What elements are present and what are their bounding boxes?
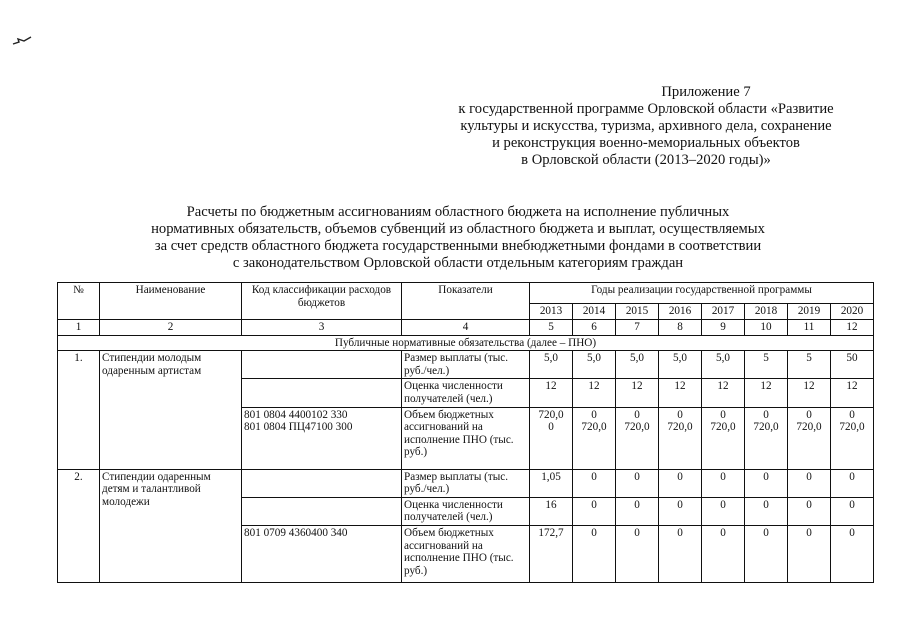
year-value: 12	[530, 379, 573, 407]
appendix-line: к государственной программе Орловской области «Развитие	[458, 101, 834, 117]
year-value: 0	[616, 497, 659, 525]
year-value: 5,0	[530, 351, 573, 379]
budget-code	[242, 497, 402, 525]
header-indicators: Показатели	[402, 283, 530, 320]
budget-code: 801 0709 4360400 340	[242, 525, 402, 582]
year-value: 1,05	[530, 469, 573, 497]
indicator-label: Размер выплаты (тыс. руб./чел.)	[402, 469, 530, 497]
pen-mark-icon	[12, 36, 32, 46]
item-number: 1.	[58, 351, 100, 469]
year-value: 12	[788, 379, 831, 407]
column-number: 5	[530, 320, 573, 336]
header-year: 2015	[616, 304, 659, 320]
year-value: 0	[659, 469, 702, 497]
header-years-group: Годы реализации государственной программы	[530, 283, 874, 304]
appendix-title: Приложение 7	[661, 84, 751, 100]
year-value: 0	[745, 469, 788, 497]
year-value: 16	[530, 497, 573, 525]
indicator-label: Размер выплаты (тыс. руб./чел.)	[402, 351, 530, 379]
year-value: 0	[831, 525, 874, 582]
year-value: 0	[831, 469, 874, 497]
year-value: 0 720,0	[616, 407, 659, 469]
header-name: Наименование	[100, 283, 242, 320]
budget-code	[242, 351, 402, 379]
year-value: 12	[831, 379, 874, 407]
budget-table	[57, 282, 874, 583]
header-code: Код классификации расходов бюджетов	[242, 283, 402, 320]
item-name: Стипендии одаренным детям и талантливой молодежи	[100, 469, 242, 582]
budget-code	[242, 469, 402, 497]
item-name: Стипендии молодым одаренным артистам	[100, 351, 242, 469]
year-value: 0	[788, 497, 831, 525]
budget-code	[242, 379, 402, 407]
year-value: 5	[788, 351, 831, 379]
year-value: 0	[745, 497, 788, 525]
indicator-label: Оценка численности получателей (чел.)	[402, 497, 530, 525]
year-value: 5,0	[573, 351, 616, 379]
header-year: 2020	[831, 304, 874, 320]
year-value: 5,0	[702, 351, 745, 379]
column-number: 1	[58, 320, 100, 336]
column-number: 6	[573, 320, 616, 336]
year-value: 0	[702, 497, 745, 525]
header-year: 2013	[530, 304, 573, 320]
year-value: 0	[616, 469, 659, 497]
indicator-label: Объем бюджетных ассигнований на исполнение ПНО (тыс. руб.)	[402, 407, 530, 469]
column-number: 3	[242, 320, 402, 336]
column-number: 12	[831, 320, 874, 336]
column-number: 10	[745, 320, 788, 336]
year-value: 0	[616, 525, 659, 582]
header-year: 2017	[702, 304, 745, 320]
header-num: №	[58, 283, 100, 320]
year-value: 172,7	[530, 525, 573, 582]
column-number: 2	[100, 320, 242, 336]
year-value: 0 720,0	[788, 407, 831, 469]
column-number: 4	[402, 320, 530, 336]
year-value: 0	[831, 497, 874, 525]
year-value: 0	[573, 525, 616, 582]
heading-line: Расчеты по бюджетным ассигнованиям областного бюджета на исполнение публичных	[186, 204, 730, 220]
budget-code: 801 0804 4400102 330 801 0804 ПЦ47100 300	[242, 407, 402, 469]
year-value: 5	[745, 351, 788, 379]
year-value: 0 720,0	[745, 407, 788, 469]
header-year: 2016	[659, 304, 702, 320]
heading-line: с законодательством Орловской области отдельным категориям граждан	[232, 255, 684, 271]
appendix-line: и реконструкция военно-мемориальных объектов	[492, 135, 800, 151]
indicator-label: Объем бюджетных ассигнований на исполнение ПНО (тыс. руб.)	[402, 525, 530, 582]
appendix-line: культуры и искусства, туризма, архивного дела, сохранение	[460, 118, 832, 134]
document-heading	[90, 204, 826, 272]
year-value: 50	[831, 351, 874, 379]
year-value: 12	[616, 379, 659, 407]
year-value: 12	[659, 379, 702, 407]
year-value: 0	[573, 469, 616, 497]
appendix-line: в Орловской области (2013–2020 годы)»	[521, 152, 771, 168]
column-number: 8	[659, 320, 702, 336]
section-title: Публичные нормативные обязательства (далее – ПНО)	[58, 335, 874, 351]
year-value: 0	[702, 525, 745, 582]
year-value: 0 720,0	[702, 407, 745, 469]
year-value: 12	[573, 379, 616, 407]
year-value: 0	[659, 497, 702, 525]
year-value: 0	[659, 525, 702, 582]
year-value: 0 720,0	[831, 407, 874, 469]
column-number: 7	[616, 320, 659, 336]
year-value: 5,0	[659, 351, 702, 379]
heading-line: нормативных обязательств, объемов субвенций из областного бюджета и выплат, осуществляемых	[151, 221, 765, 237]
item-number: 2.	[58, 469, 100, 582]
year-value: 0	[788, 469, 831, 497]
appendix-block	[440, 84, 852, 169]
year-value: 5,0	[616, 351, 659, 379]
year-value: 0 720,0	[573, 407, 616, 469]
year-value: 0 720,0	[659, 407, 702, 469]
year-value: 12	[745, 379, 788, 407]
header-year: 2018	[745, 304, 788, 320]
header-year: 2019	[788, 304, 831, 320]
year-value: 0	[573, 497, 616, 525]
heading-line: за счет средств областного бюджета государственными внебюджетными фондами в соответствии	[154, 238, 762, 254]
year-value: 12	[702, 379, 745, 407]
header-year: 2014	[573, 304, 616, 320]
column-number: 11	[788, 320, 831, 336]
year-value: 0	[788, 525, 831, 582]
year-value: 720,0 0	[530, 407, 573, 469]
year-value: 0	[745, 525, 788, 582]
column-number: 9	[702, 320, 745, 336]
year-value: 0	[702, 469, 745, 497]
indicator-label: Оценка численности получателей (чел.)	[402, 379, 530, 407]
